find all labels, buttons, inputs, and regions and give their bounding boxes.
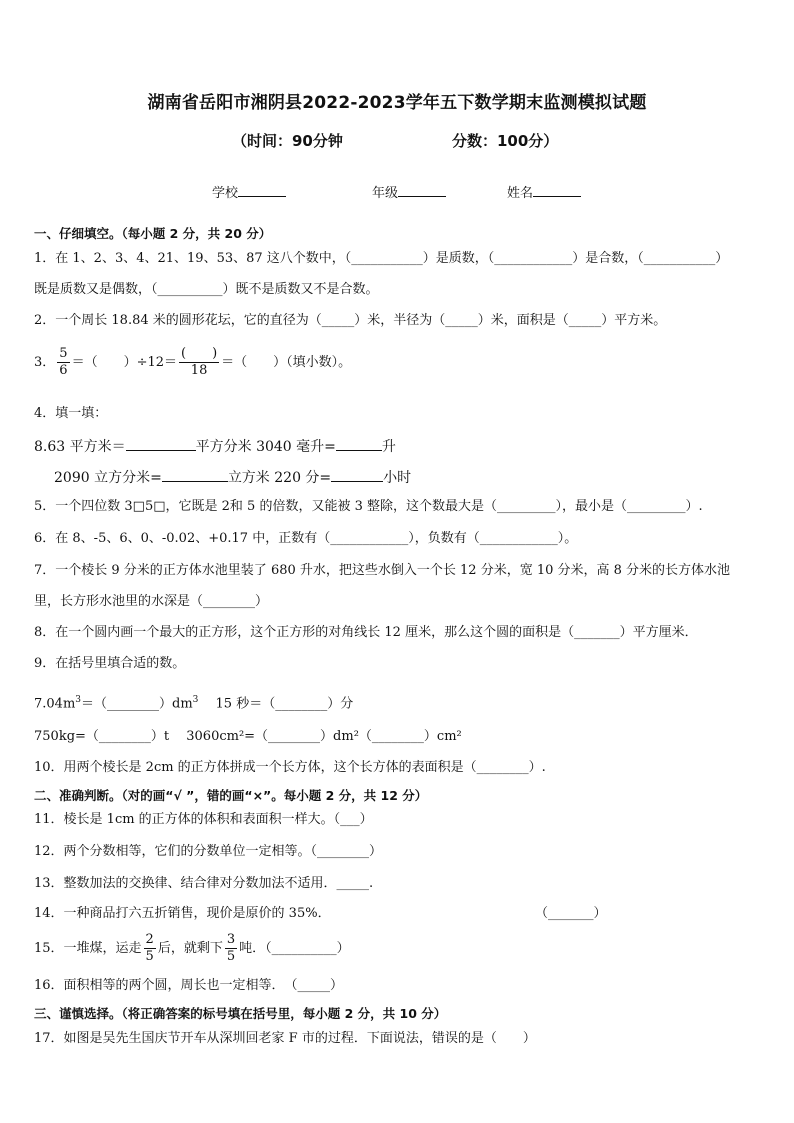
grade-field[interactable] bbox=[372, 182, 446, 201]
q4-row1-part3: 升 bbox=[381, 439, 396, 455]
q4-blank-2[interactable] bbox=[336, 437, 382, 451]
question-4-row-1 bbox=[34, 437, 396, 455]
fraction-3-5 bbox=[225, 932, 237, 965]
q4-row2-part1: 2090 立方分米= bbox=[54, 470, 162, 486]
question-10: 10．用两个棱长是 2cm 的正方体拼成一个长方体，这个长方体的表面积是（________）. bbox=[34, 760, 546, 775]
fraction-denominator: 6 bbox=[59, 363, 68, 378]
question-5: 5．一个四位数 3□5□，它既是 2和 5 的倍数，又能被 3 整除，这个数最大是（_________），最小是（_________）. bbox=[34, 499, 703, 514]
question-3 bbox=[34, 346, 351, 379]
question-14: 14．一种商品打六五折销售，现价是原价的 35%． bbox=[34, 906, 331, 921]
school-field[interactable] bbox=[212, 182, 286, 201]
question-1-line-1: 1．在 1、2、3、4、21、19、53、87 这八个数中，（___________）是质数，（____________）是合数，（___________） bbox=[34, 251, 729, 266]
section-2-heading: 二、准确判断。（对的画“√ ”，错的画“×”。每小题 2 分，共 12 分） bbox=[34, 788, 428, 803]
q4-blank-1[interactable] bbox=[126, 437, 196, 451]
name-field[interactable] bbox=[507, 182, 581, 201]
question-9-row-1 bbox=[34, 692, 353, 712]
page-title: 湖南省岳阳市湘阴县2022-2023学年五下数学期末监测模拟试题 bbox=[147, 93, 647, 113]
exam-time: （时间：90分钟 bbox=[232, 132, 343, 150]
question-1-line-2: 既是质数又是偶数，（__________）既不是质数又不是合数。 bbox=[34, 282, 379, 297]
cube-superscript: 3 bbox=[75, 695, 82, 705]
question-7-line-2: 里，长方形水池里的水深是（________） bbox=[34, 594, 269, 609]
question-11: 11．棱长是 1cm 的正方体的体积和表面积一样大。（___） bbox=[34, 812, 373, 827]
question-6: 6．在 8、-5、6、0、-0.02、+0.17 中，正数有（____________），负数有（____________）。 bbox=[34, 531, 578, 546]
question-3-prefix: 3． bbox=[34, 355, 56, 370]
q15-part2: 后，就剩下 bbox=[157, 941, 223, 956]
question-17: 17．如图是吴先生国庆节开车从深圳回老家 F 市的过程．下面说法，错误的是（ ） bbox=[34, 1031, 536, 1046]
question-7-line-1: 7．一个棱长 9 分米的正方体水池里装了 680 升水，把这些水倒入一个长 12 分米，宽 10 分米，高 8 分米的长方体水池 bbox=[34, 563, 731, 578]
name-blank[interactable] bbox=[533, 184, 581, 197]
q4-row2-part3: 小时 bbox=[383, 470, 412, 486]
q4-row1-part1: 8.63 平方米＝ bbox=[34, 439, 126, 455]
fraction-numerator: 5 bbox=[59, 346, 68, 361]
fraction-blank-18 bbox=[179, 346, 219, 379]
q9-value-2: ＝（________）dm bbox=[81, 696, 193, 712]
question-4: 4．填一填： bbox=[34, 406, 108, 421]
fraction-denominator: 18 bbox=[190, 363, 208, 378]
question-3-tail: ＝（ ）（填小数）。 bbox=[221, 355, 352, 370]
question-14-answer: （_______） bbox=[535, 906, 607, 921]
grade-label: 年级 bbox=[372, 186, 399, 201]
question-2: 2．一个周长 18.84 米的圆形花坛，它的直径为（_____）米，半径为（_____）米，面积是（_____）平方米。 bbox=[34, 313, 667, 328]
q15-part1: 15．一堆煤，运走 bbox=[34, 941, 142, 956]
exam-score: 分数：100分） bbox=[452, 132, 559, 150]
question-8: 8．在一个圆内画一个最大的正方形，这个正方形的对角线长 12 厘米，那么这个圆的面积是（_______）平方厘米． bbox=[34, 625, 698, 640]
name-label: 姓名 bbox=[507, 186, 534, 201]
q9-value-3: 15 秒＝（________）分 bbox=[198, 696, 354, 712]
q4-blank-3[interactable] bbox=[162, 468, 228, 482]
fraction-denominator: 5 bbox=[145, 949, 154, 964]
question-4-row-2 bbox=[54, 468, 411, 486]
fraction-5-6 bbox=[57, 346, 69, 379]
q4-blank-4[interactable] bbox=[331, 468, 383, 482]
fraction-numerator: 2 bbox=[145, 932, 154, 947]
school-label: 学校 bbox=[212, 186, 239, 201]
fraction-numerator: 3 bbox=[226, 932, 236, 947]
question-3-middle: ＝（ ）÷12＝ bbox=[71, 355, 177, 370]
q9-value-1: 7.04m bbox=[34, 696, 76, 712]
question-12: 12．两个分数相等，它们的分数单位一定相等。（________） bbox=[34, 844, 383, 859]
grade-blank[interactable] bbox=[398, 184, 446, 197]
section-1-heading: 一、仔细填空。（每小题 2 分，共 20 分） bbox=[34, 226, 272, 241]
q15-part3: 吨．（__________） bbox=[239, 941, 350, 956]
fraction-2-5 bbox=[144, 932, 156, 965]
question-15 bbox=[34, 932, 350, 965]
question-13: 13．整数加法的交换律、结合律对分数加法不适用．_____. bbox=[34, 876, 374, 891]
q4-row2-part2: 立方米 220 分= bbox=[227, 470, 332, 486]
fraction-numerator: ( ) bbox=[181, 346, 218, 361]
school-blank[interactable] bbox=[238, 184, 286, 197]
cube-superscript: 3 bbox=[192, 695, 199, 705]
question-16: 16．面积相等的两个圆，周长也一定相等． （_____） bbox=[34, 978, 344, 993]
question-9: 9．在括号里填合适的数。 bbox=[34, 656, 186, 671]
fraction-denominator: 5 bbox=[226, 949, 236, 964]
section-3-heading: 三、谨慎选择。（将正确答案的标号填在括号里，每小题 2 分，共 10 分） bbox=[34, 1006, 447, 1021]
q4-row1-part2: 平方分米 3040 毫升= bbox=[195, 439, 336, 455]
question-9-row-2: 750kg=（________）t 3060cm²=（________）dm²（________）cm² bbox=[34, 729, 462, 744]
